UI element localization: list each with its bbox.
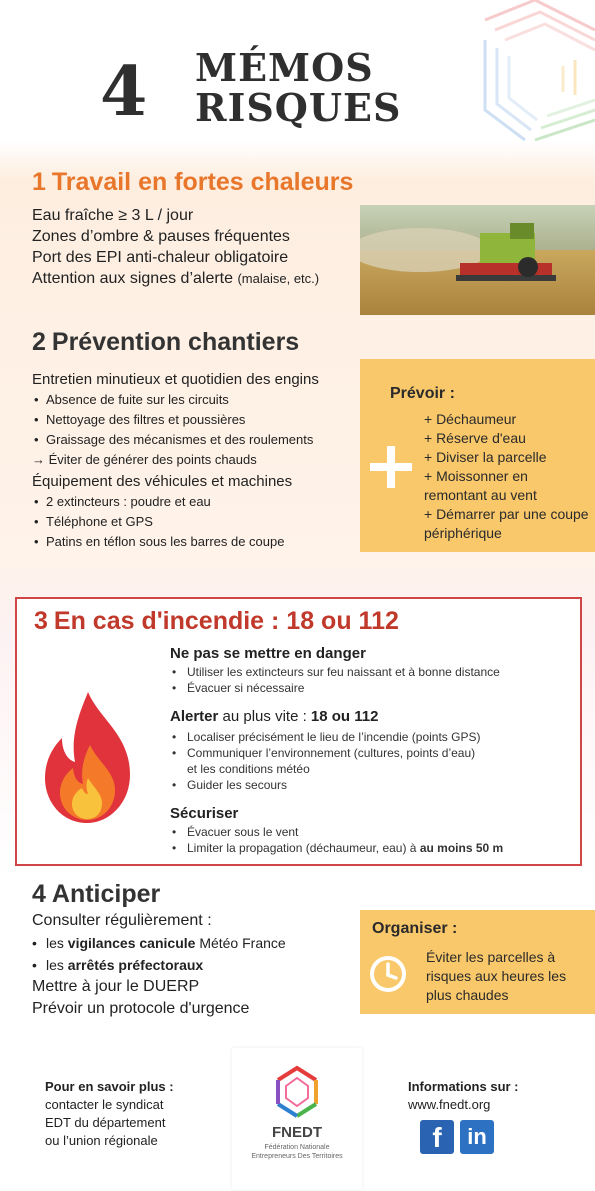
list-item: • Utiliser les extincteurs sur feu naissant et à bonne distance — [170, 664, 500, 680]
footer-info — [408, 1078, 519, 1114]
list-item: • Absence de fuite sur les circuits — [32, 390, 319, 410]
harvester-photo — [360, 205, 595, 315]
block-1-heading: Entretien minutieux et quotidien des engins — [32, 371, 319, 388]
alert-light: au plus vite : — [222, 708, 307, 725]
block-1-conclusion: → Éviter de générer des points chauds — [32, 452, 257, 467]
section-4-heading — [32, 880, 160, 909]
section-3-number: 3 — [34, 607, 48, 635]
organiser-title: Organiser : — [372, 920, 458, 937]
section-3-title: En cas d'incendie : 18 ou 112 — [53, 607, 399, 635]
section-1-number: 1 — [32, 168, 46, 196]
plus-icon — [368, 444, 414, 490]
linkedin-icon[interactable]: in — [460, 1120, 494, 1154]
distance-bold: au moins 50 m — [419, 841, 504, 855]
danger-list — [170, 664, 500, 696]
list-item: • Téléphone et GPS — [32, 512, 292, 532]
list-item: • Guider les secours — [170, 777, 480, 793]
section-2-number: 2 — [32, 328, 46, 356]
section-2-title: Prévention chantiers — [51, 328, 300, 356]
sub-heading-danger: Ne pas se mettre en danger — [170, 645, 366, 662]
prevoir-item: + Déchaumeur — [424, 411, 517, 427]
footer-contact-line: contacter le syndicat — [45, 1097, 164, 1112]
section-4-number: 4 — [32, 880, 46, 908]
section-4-title: Anticiper — [51, 880, 161, 908]
list-item: • Évacuer si nécessaire — [170, 680, 500, 696]
footer-info-heading: Informations sur : — [408, 1079, 519, 1094]
title-line-1: MÉMOS — [195, 45, 374, 90]
prevoir-title: Prévoir : — [390, 385, 455, 402]
list-item: • Évacuer sous le vent — [170, 824, 503, 840]
prevoir-item: + Moissonner en remontant au vent — [424, 468, 537, 503]
decorative-hexagon-graphic — [465, 0, 595, 150]
footer-contact-line: ou l’union régionale — [45, 1133, 158, 1148]
title-number: 4 — [100, 52, 148, 132]
section-1-heading — [32, 168, 353, 197]
alert-number: 18 ou 112 — [310, 708, 379, 725]
secure-list — [170, 824, 503, 856]
section-2-heading — [32, 328, 299, 357]
website-link[interactable]: www.fnedt.org — [408, 1097, 491, 1112]
section-3-heading — [34, 607, 399, 636]
facebook-icon[interactable]: f — [420, 1120, 454, 1154]
list-item: • Localiser précisément le lieu de l’incendie (points GPS) — [170, 729, 480, 745]
prevoir-list — [424, 410, 589, 543]
section-4-text — [32, 910, 286, 1020]
organiser-text: Éviter les parcelles à risques aux heures les plus chaudes — [426, 949, 567, 1003]
footer-contact-heading: Pour en savoir plus : — [45, 1079, 174, 1094]
prevoir-item: + Réserve d'eau — [424, 430, 526, 446]
prevoir-item: + Démarrer par une coupe périphérique — [424, 506, 589, 541]
section-1-title: Travail en fortes chaleurs — [51, 168, 354, 196]
list-item: • les arrêtés préfectoraux — [32, 954, 286, 976]
section-2-block-1 — [32, 370, 319, 470]
fire-icon — [40, 690, 135, 825]
alert-bold: Alerter — [170, 708, 219, 725]
section-4-line: Consulter régulièrement : — [32, 912, 212, 929]
prevoir-item: + Diviser la parcelle — [424, 449, 547, 465]
block-2-heading: Équipement des véhicules et machines — [32, 473, 293, 490]
list-item: • Nettoyage des filtres et poussières — [32, 410, 319, 430]
section-1-line: Eau fraîche ≥ 3 L / jour — [32, 207, 194, 224]
list-item-continuation: et les conditions météo — [187, 762, 310, 776]
list-item: • les vigilances canicule Météo France — [32, 932, 286, 954]
section-1-line: Port des EPI anti-chaleur obligatoire — [32, 249, 289, 266]
list-item: • Limiter la propagation (déchaumeur, eau) à au moins 50 m — [170, 840, 503, 856]
title-line-2: RISQUES — [195, 85, 402, 130]
clock-icon — [368, 954, 408, 994]
footer-contact — [45, 1078, 174, 1150]
list-item: • Graissage des mécanismes et des roulements — [32, 430, 319, 450]
fnedt-logo-name: FNEDT — [272, 1124, 322, 1141]
section-2-block-2 — [32, 472, 292, 552]
section-1-line-suffix: (malaise, etc.) — [237, 271, 320, 286]
sub-heading-secure: Sécuriser — [170, 805, 239, 822]
list-item: • 2 extincteurs : poudre et eau — [32, 492, 292, 512]
list-item: • Patins en téflon sous les barres de coupe — [32, 532, 292, 552]
section-4-line: Prévoir un protocole d'urgence — [32, 1000, 250, 1017]
fnedt-logo-subtitle: Fédération Nationale Entrepreneurs Des Territoires — [251, 1144, 343, 1160]
sub-heading-alert — [170, 708, 378, 725]
section-4-line: Mettre à jour le DUERP — [32, 978, 200, 995]
section-1-line: Attention aux signes d’alerte (malaise, etc.) — [32, 270, 320, 287]
footer-contact-line: EDT du département — [45, 1115, 166, 1130]
list-item: • Communiquer l’environnement (cultures, points d’eau) — [170, 745, 480, 761]
fnedt-logo-icon — [270, 1064, 324, 1122]
section-1-text — [32, 205, 319, 289]
alert-list — [170, 729, 480, 793]
section-1-line: Zones d’ombre & pauses fréquentes — [32, 228, 290, 245]
